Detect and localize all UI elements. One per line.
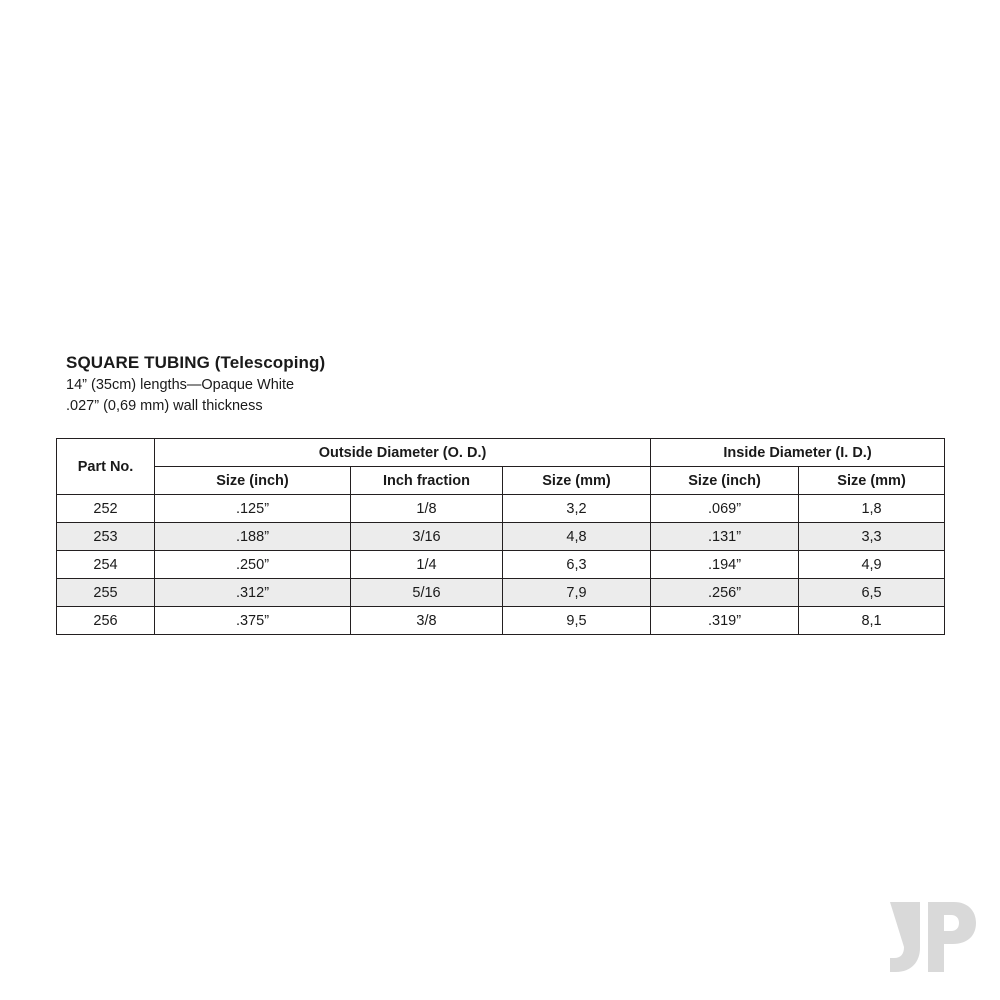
- jp-logo-icon: [884, 900, 976, 976]
- cell-id-size-mm: 3,3: [799, 523, 945, 551]
- column-header-part-no: Part No.: [57, 439, 155, 495]
- spec-table: [56, 438, 945, 635]
- cell-id-size-mm: 8,1: [799, 607, 945, 635]
- spec-table-container: [56, 438, 944, 635]
- cell-id-size-mm: 1,8: [799, 495, 945, 523]
- cell-od-size-inch: .188”: [155, 523, 351, 551]
- cell-id-size-inch: .131”: [651, 523, 799, 551]
- table-row: [57, 551, 945, 579]
- cell-od-size-mm: 6,3: [503, 551, 651, 579]
- table-sub-header-row: [57, 467, 945, 495]
- cell-od-inch-fraction: 1/8: [351, 495, 503, 523]
- page-title: SQUARE TUBING (Telescoping): [66, 353, 326, 372]
- column-header-id-size-mm: Size (mm): [799, 467, 945, 495]
- column-group-header-inside-diameter: Inside Diameter (I. D.): [651, 439, 945, 467]
- cell-od-inch-fraction: 3/8: [351, 607, 503, 635]
- cell-od-size-mm: 7,9: [503, 579, 651, 607]
- table-group-header-row: [57, 439, 945, 467]
- cell-id-size-inch: .194”: [651, 551, 799, 579]
- cell-id-size-inch: .069”: [651, 495, 799, 523]
- cell-id-size-mm: 6,5: [799, 579, 945, 607]
- cell-od-size-mm: 4,8: [503, 523, 651, 551]
- cell-id-size-mm: 4,9: [799, 551, 945, 579]
- column-header-od-size-inch: Size (inch): [155, 467, 351, 495]
- cell-od-size-mm: 3,2: [503, 495, 651, 523]
- cell-part-no: 254: [57, 551, 155, 579]
- cell-od-inch-fraction: 5/16: [351, 579, 503, 607]
- subtitle-wall-thickness: .027” (0,69 mm) wall thickness: [66, 398, 263, 415]
- cell-part-no: 252: [57, 495, 155, 523]
- table-body: [57, 495, 945, 635]
- cell-od-size-mm: 9,5: [503, 607, 651, 635]
- column-header-id-size-inch: Size (inch): [651, 467, 799, 495]
- cell-id-size-inch: .256”: [651, 579, 799, 607]
- cell-od-size-inch: .312”: [155, 579, 351, 607]
- column-header-od-size-mm: Size (mm): [503, 467, 651, 495]
- cell-od-size-inch: .125”: [155, 495, 351, 523]
- cell-part-no: 256: [57, 607, 155, 635]
- table-header: [57, 439, 945, 495]
- heading-block: [66, 352, 666, 417]
- cell-od-inch-fraction: 1/4: [351, 551, 503, 579]
- table-row: [57, 523, 945, 551]
- column-group-header-outside-diameter: Outside Diameter (O. D.): [155, 439, 651, 467]
- cell-part-no: 253: [57, 523, 155, 551]
- cell-part-no: 255: [57, 579, 155, 607]
- table-row: [57, 607, 945, 635]
- cell-od-size-inch: .375”: [155, 607, 351, 635]
- table-row: [57, 495, 945, 523]
- table-row: [57, 579, 945, 607]
- subtitle-lengths: 14” (35cm) lengths—Opaque White: [66, 377, 295, 394]
- cell-od-size-inch: .250”: [155, 551, 351, 579]
- cell-od-inch-fraction: 3/16: [351, 523, 503, 551]
- cell-id-size-inch: .319”: [651, 607, 799, 635]
- column-header-od-inch-fraction: Inch fraction: [351, 467, 503, 495]
